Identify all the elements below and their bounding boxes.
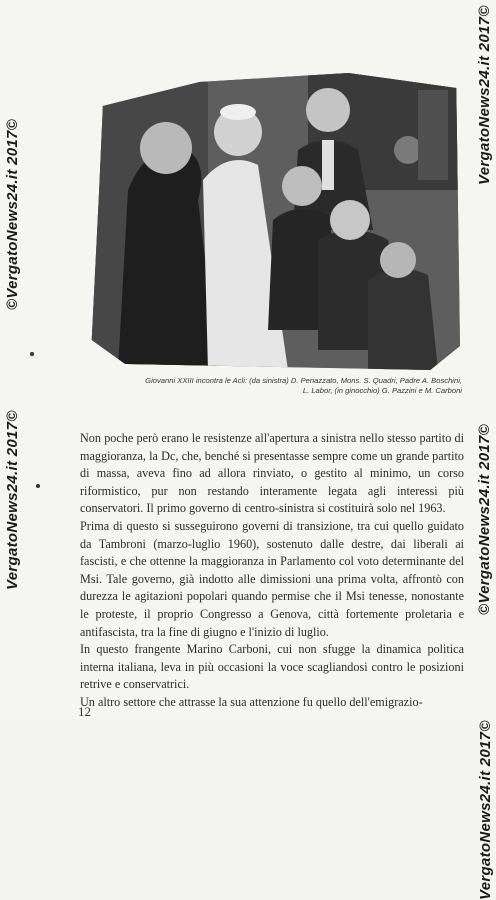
watermark-left-top: ©VergatoNews24.it 2017©: [4, 118, 21, 310]
photo-illustration: [88, 70, 460, 370]
paragraph-3: In questo frangente Marino Carboni, cui non sfugge la dinamica politica interna italiana, leva in più occasioni la voce scagliandosi contro le posizioni retrive e conservatrici.: [80, 642, 464, 692]
paragraph-4: Un altro settore che attrasse la sua attenzione fu quello dell'emigrazio-: [80, 694, 423, 709]
watermark-right-top: VergatoNews24.it 2017©: [476, 5, 493, 185]
watermark-right-bottom: VergatoNews24.it 2017©: [477, 720, 494, 900]
speck-mark: [36, 484, 40, 488]
caption-line-1: Giovanni XXIII incontra le Acli: (da sinistra) D. Penazzato, Mons. S. Quadri, Padre A. Boschini,: [145, 376, 462, 385]
paragraph-1: Non poche però erano le resistenze all'apertura a sinistra nello stesso partito di maggioranza, la Dc, che, benché si presentasse sempre come un grande partito di massa, aveva fino ad allora rinviato, o gestito al minimo, un corso riformistico, pur non restando interamente legata agli interessi più conservatori. Il primo governo di centro-sinistra si costituirà solo nel 1963.: [80, 431, 464, 516]
watermark-right-middle: ©VergatoNews24.it 2017©: [476, 423, 493, 615]
paragraph-2: Prima di questo si susseguirono governi di transizione, tra cui quello guidato da Tambroni (marzo-luglio 1960), sostenuto dalle destre, dai liberali ai fascisti, e che ottenne la maggioranza in Parlamento col voto determinante del Msi. Tale governo, già indotto alle dimissioni una prima volta, affrontò con durezza le agitazioni popolari quando permise che il Msi tenesse, nonostante le proteste, il proprio Congresso a Genova, città fortemente proletaria e antifascista, tra la fine di giugno e l'inizio di luglio.: [80, 518, 464, 639]
speck-mark: [30, 352, 34, 356]
page-number: 12: [78, 704, 91, 719]
caption-line-2: L. Labor, (in ginocchio) G. Pazzini e M. Carboni: [302, 386, 462, 395]
photo-caption: [100, 376, 462, 396]
historical-photo: [88, 70, 460, 370]
body-text: [80, 430, 464, 712]
watermark-left-bottom: VergatoNews24.it 2017©: [4, 410, 21, 590]
